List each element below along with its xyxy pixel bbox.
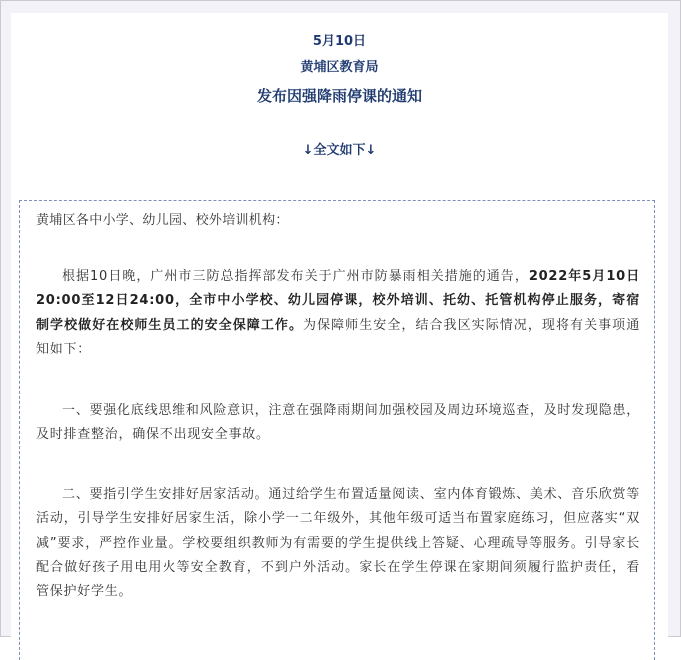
notice-header xyxy=(11,13,668,188)
intro-lead-text: 根据10日晚，广州市三防总指挥部发布关于广州市防暴雨相关措施的通告， xyxy=(62,269,529,284)
issuing-organization: 黄埔区教育局 xyxy=(300,60,379,75)
salutation: 黄埔区各中小学、幼儿园、校外培训机构： xyxy=(36,213,289,228)
notice-body-box xyxy=(19,200,655,660)
intro-tail-text: 为保障师生安全，结合我区实际情况，现将有关事项通知如下： xyxy=(36,317,640,357)
notice-date: 5月10日 xyxy=(312,34,367,49)
paragraph-item-1: 一、要强化底线思维和风险意识，注意在强降雨期间加强校园及周边环境巡查，及时发现隐患，及时排查整治，确保不出现安全事故。 xyxy=(36,403,640,443)
full-text-indicator: ↓全文如下↓ xyxy=(302,143,377,158)
notice-title: 发布因强降雨停课的通知 xyxy=(256,87,422,105)
intro-bold-text: 2022年5月10日20:00至12日24:00，全市中小学校、幼儿园停课，校外培训、托幼、托管机构停止服务，寄宿制学校做好在校师生员工的安全保障工作。 xyxy=(36,269,640,333)
paragraph-intro xyxy=(36,265,640,362)
paragraph-item-2: 二、要指引学生安排好居家活动。通过给学生布置适量阅读、室内体育锻炼、美术、音乐欣赏等活动，引导学生安排好居家生活，除小学一二年级外，其他年级可适当布置家庭练习，但应落实“双减”要求，严控作业量。学校要组织教师为有需要的学生提供线上答疑、心理疏导等服务。引导家长配合做好孩子用电用火等安全教育，不到户外活动。家长在学生停课在家期间须履行监护责任，看管保护好学生。 xyxy=(36,487,640,600)
notice-sheet xyxy=(11,13,668,638)
